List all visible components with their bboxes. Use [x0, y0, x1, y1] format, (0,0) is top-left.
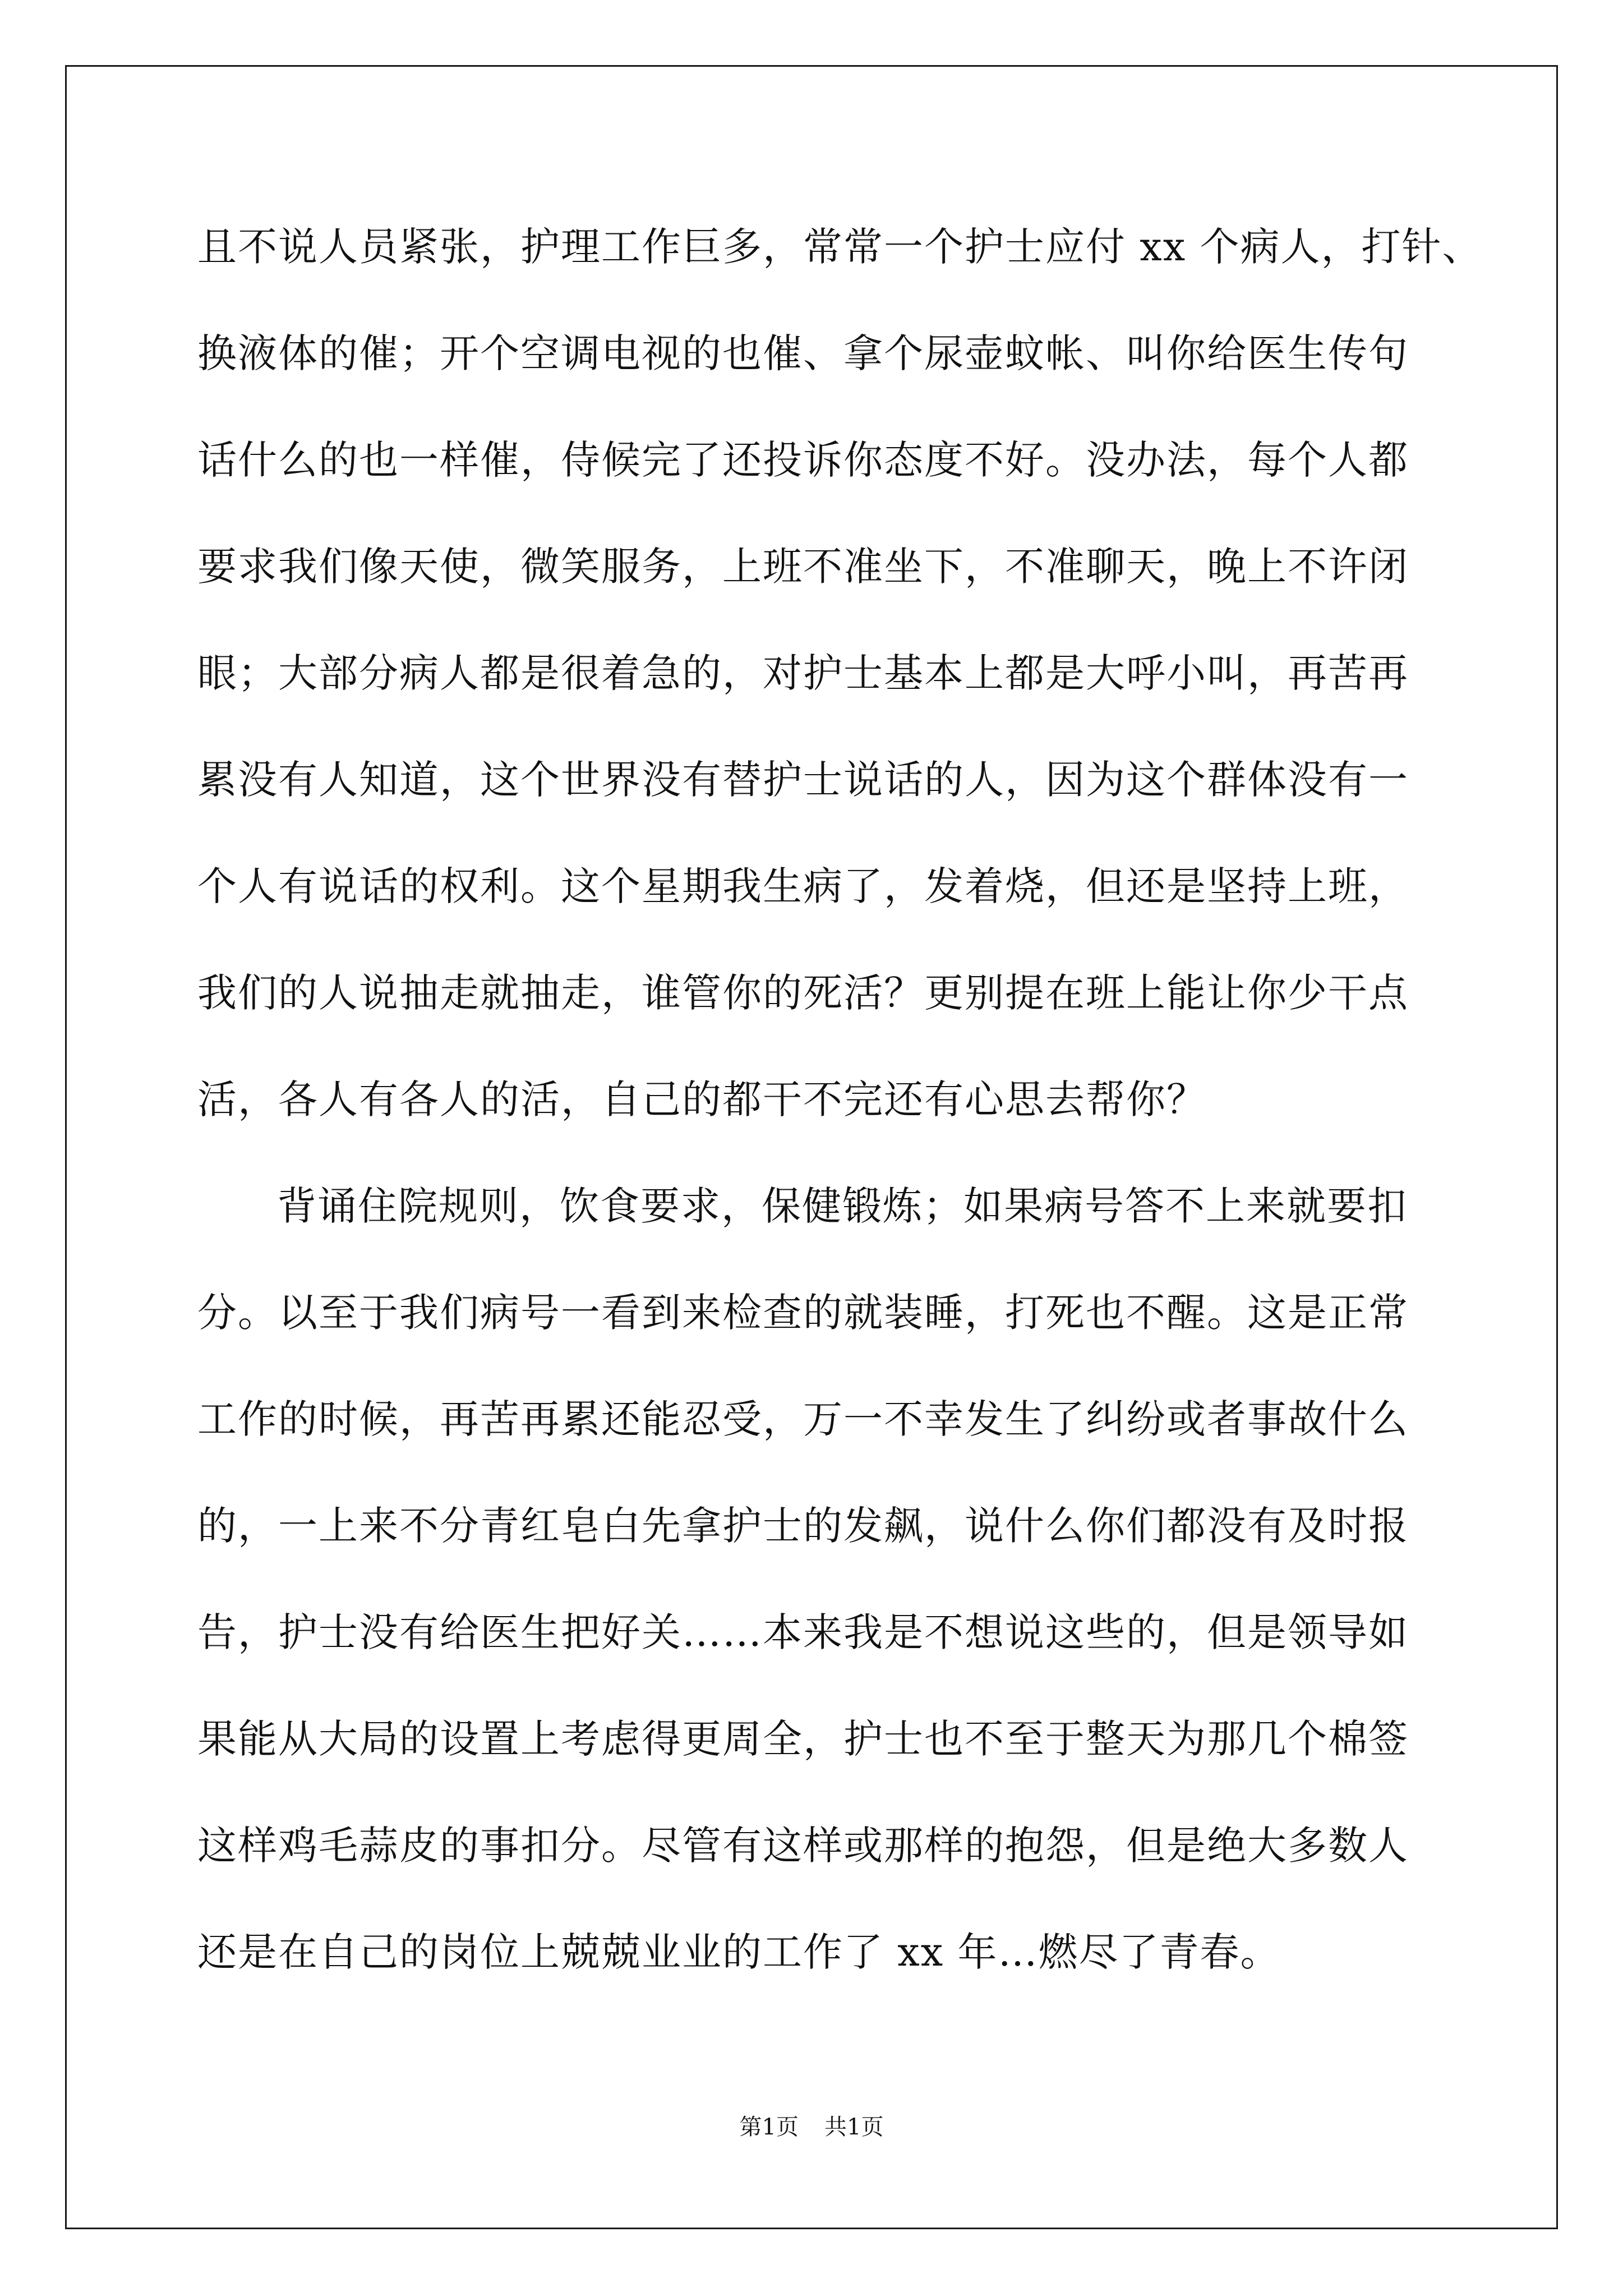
text-line: 我们的人说抽走就抽走，谁管你的死活？更别提在班上能让你少干点: [197, 970, 1409, 1016]
text-line: 且不说人员紧张，护理工作巨多，常常一个护士应付 xx 个病人，打针、: [197, 224, 1483, 270]
page-footer: [0, 2110, 1623, 2144]
text-line: 工作的时候，再苦再累还能忍受，万一不幸发生了纠纷或者事故什么: [197, 1396, 1409, 1442]
text-line: 换液体的催；开个空调电视的也催、拿个尿壶蚊帐、叫你给医生传句: [197, 330, 1409, 376]
text-line: 要求我们像天使，微笑服务，上班不准坐下，不准聊天，晚上不许闭: [197, 544, 1409, 590]
page-total: 共1页: [824, 2114, 884, 2140]
text-line: 告，护士没有给医生把好关……本来我是不想说这些的，但是领导如: [197, 1609, 1409, 1655]
text-line: 活，各人有各人的活，自己的都干不完还有心思去帮你？: [197, 1076, 1207, 1122]
text-line: 累没有人知道，这个世界没有替护士说话的人，因为这个群体没有一: [197, 757, 1409, 803]
text-line: 背诵住院规则，饮食要求，保健锻炼；如果病号答不上来就要扣: [277, 1183, 1408, 1229]
page-border: [65, 65, 1558, 2229]
text-line: 这样鸡毛蒜皮的事扣分。尽管有这样或那样的抱怨，但是绝大多数人: [197, 1823, 1409, 1869]
text-line: 的，一上来不分青红皂白先拿护士的发飙，说什么你们都没有及时报: [197, 1503, 1409, 1549]
text-line: 眼；大部分病人都是很着急的，对护士基本上都是大呼小叫，再苦再: [197, 650, 1409, 696]
text-line: 分。以至于我们病号一看到来检查的就装睡，打死也不醒。这是正常: [197, 1290, 1409, 1336]
text-line: 果能从大局的设置上考虑得更周全，护士也不至于整天为那几个棉签: [197, 1716, 1409, 1762]
text-line: 个人有说话的权利。这个星期我生病了，发着烧，但还是坚持上班，: [197, 863, 1409, 909]
text-line: 还是在自己的岗位上兢兢业业的工作了 xx 年…燃尽了青春。: [197, 1929, 1281, 1975]
page-number: 第1页: [739, 2114, 799, 2140]
text-line: 话什么的也一样催，侍候完了还投诉你态度不好。没办法，每个人都: [197, 437, 1409, 483]
